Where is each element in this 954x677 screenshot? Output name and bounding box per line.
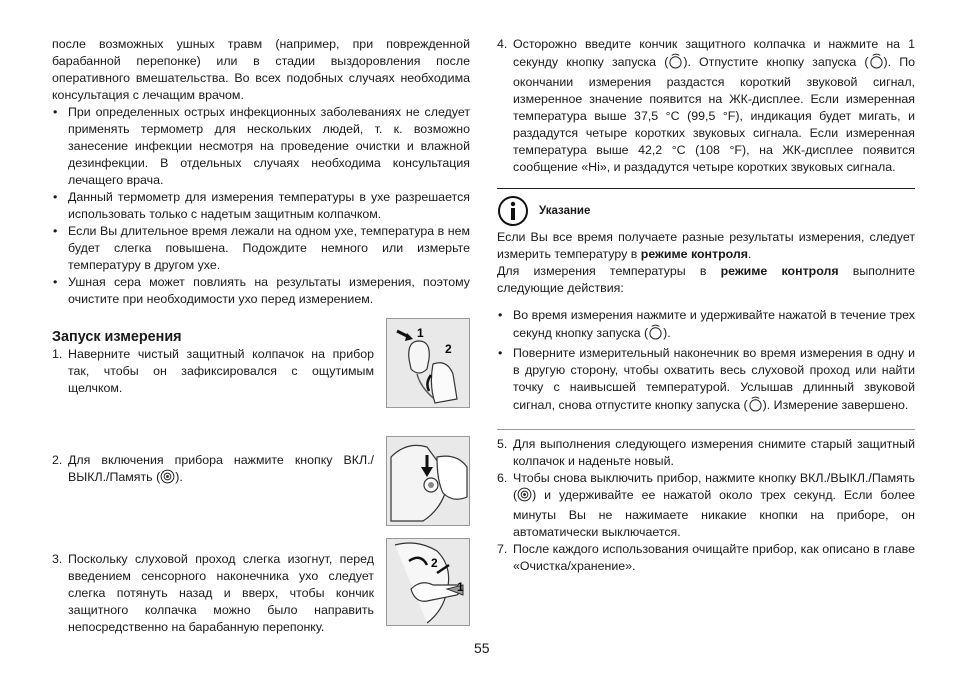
step-7 [497, 541, 915, 575]
step-number: 2. [52, 453, 63, 467]
note-bullet-2: • Поверните измерительный наконечник во время измерения в одну и в другую сторону, чтобы охватить весь слуховой проход или найти точку с наивысшей температурой. Услышав длинный звуковой сигнал, снова отпустите кнопку запуска ( ). Измерение завершено. [497, 345, 915, 417]
step-text: Чтобы снова выключить прибор, нажмите кнопку ВКЛ./ВЫКЛ./Память ( [513, 471, 915, 502]
bullet-item: • Данный термометр для измерения температуры в ухе разрешается использовать только с надетым защитным колпачком. [52, 189, 470, 223]
section-heading: Запуск измерения [52, 329, 182, 345]
start-button-icon [668, 53, 683, 74]
step-text: Для включения прибора нажмите кнопку ВКЛ./ВЫКЛ./Память ( [68, 453, 374, 484]
bullet-item: • Ушная сера может повлиять на результаты измерения, поэтому очистите при необходимости ухо перед измерением. [52, 274, 470, 308]
figure-label: 1 [457, 580, 464, 594]
note-title: Указание [539, 204, 591, 217]
note-header [497, 195, 915, 227]
step-text: Наверните чистый защитный колпачок на прибор так, чтобы он зафиксировался с ощутимым щелчком. [68, 347, 374, 395]
step-number: 6. [497, 471, 508, 485]
start-button-icon [748, 396, 763, 417]
step-1 [52, 346, 374, 397]
step-6 [497, 470, 915, 541]
step-text: ). По окончании измерения раздастся короткий звуковой сигнал, измеренное значение появится на ЖК-дисплее. Если измеренная температура выше 37,5 °C (99,5 °F), индикация будет мигать, и раздадутся четыре коротких звуковых сигнала. Если измеренная температура выше 42,2 °C (108 °F), на ЖК-дисплее появится сообщение «Hi», и раздадутся четыре коротких звуковых сигнала. [513, 55, 915, 174]
note-end-divider [497, 429, 915, 430]
step-text: ). Отпустите кнопку запуска ( [683, 55, 869, 69]
figure-attach-cap [386, 318, 470, 408]
figure-press-power [386, 436, 470, 526]
step-number: 1. [52, 347, 63, 361]
power-memory-button-icon [160, 469, 175, 489]
start-button-icon [869, 53, 884, 74]
figure-label: 1 [417, 326, 424, 340]
step-4 [497, 36, 915, 176]
power-memory-button-icon [517, 487, 532, 507]
step-text: После каждого использования очищайте прибор, как описано в главе «Очистка/хранение». [513, 542, 915, 573]
info-icon [497, 195, 529, 227]
bullet-item: • При определенных острых инфекционных заболеваниях не следует применять термометр для нескольких людей, т. к. возможно занесение инфекции несмотря на проведение очистки и влажной дезинфекции. В отдельных случаях необходима консультация лечащего врача. [52, 104, 470, 189]
step-5 [497, 436, 915, 470]
note-divider [497, 188, 915, 189]
step-number: 5. [497, 437, 508, 451]
page-number: 55 [474, 640, 490, 656]
step-text-end: ). [175, 470, 183, 484]
right-column [497, 36, 915, 575]
figure-label: 2 [431, 556, 438, 570]
step-text: ) и удерживайте ее нажатой около трех секунд. Если более минуты Вы не нажимаете никакие кнопки на приборе, он автоматически выключается. [513, 488, 915, 539]
step-number: 3. [52, 552, 63, 566]
start-button-icon [648, 324, 663, 345]
step-text: Поскольку слуховой проход слегка изогнут, перед введением сенсорного наконечника ухо следует слегка потянуть назад и вверх, чтобы кончик защитного колпачка можно было направить непосредственно на барабанную перепонку. [68, 552, 374, 634]
step-text: Осторожно введите кончик защитного колпачка и нажмите на 1 секунду кнопку запуска ( [513, 37, 915, 69]
figure-label: 2 [445, 342, 452, 356]
step-number: 7. [497, 542, 508, 556]
note-paragraph-1: Если Вы все время получаете разные результаты измерения, следует измерить температуру в режиме контроля. [497, 230, 915, 261]
intro-continuation: после возможных ушных травм (например, при поврежденной барабанной перепонке) или в стадии выздоровления после оперативного вмешательства. Во всех подобных случаях необходима консультация с лечащим врачом. [52, 37, 470, 102]
step-text: Для выполнения следующего измерения снимите старый защитный колпачок и наденьте новый. [513, 437, 915, 468]
step-3 [52, 551, 374, 636]
bullet-item: • Если Вы длительное время лежали на одном ухе, температура в нем будет слегка повышена. Подождите немного или измерьте температуру в другом ухе. [52, 223, 470, 274]
step-2 [52, 452, 374, 489]
figure-pull-ear [386, 538, 470, 626]
step-number: 4. [497, 37, 508, 51]
note-paragraph-2: Для измерения температуры в режиме контроля выполните следующие действия: [497, 264, 915, 295]
note-bullet-1: • Во время измерения нажмите и удерживайте нажатой в течение трех секунд кнопку запуска ( ). [497, 307, 915, 345]
